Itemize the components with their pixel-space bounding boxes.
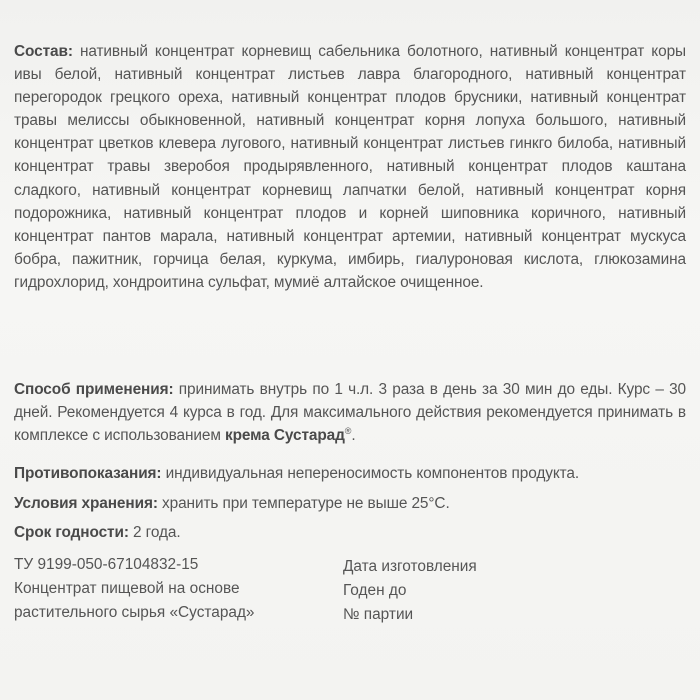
- registered-mark: ®: [344, 426, 352, 437]
- usage-end: .: [351, 427, 356, 445]
- shelf-life-label: Срок годности:: [14, 524, 129, 541]
- contraindications-text: индивидуальная непереносимость компонентов продукта.: [165, 465, 580, 482]
- product-spec-block: [14, 553, 334, 625]
- composition-label: Состав:: [14, 43, 73, 60]
- batch-info-block: [343, 555, 663, 627]
- composition-text: нативный концентрат корневищ сабельника болотного, нативный концентрат коры ивы белой, нативный концентрат листьев лавра благородного, нативный концентрат перегородок грецкого ореха, нативный концентрат плодов брусники, нативный концентрат травы мелиссы обыкновенной, нативный концентрат корня лопуха большого, нативный концентрат цветков клевера лугового, нативный концентрат листьев гинкго билоба, нативный концентрат травы зверобоя продырявленного, нативный концентрат плодов каштана сладкого, нативный концентрат корневищ лапчатки белой, нативный концентрат корня подорожника, нативный концентрат плодов и корней шиповника коричного, нативный концентрат пантов марала, нативный концентрат артемии, нативный концентрат мускуса бобра, пажитник, горчица белая, куркума, имбирь, гиалуроновая кислота, глюкозамина гидрохлорид, хондроитина сульфат, мумиё алтайское очищенное.: [14, 43, 686, 291]
- product-description-line2: растительного сырья «Сустарад»: [14, 604, 255, 621]
- storage-label: Условия хранения:: [14, 495, 158, 512]
- contraindications-paragraph: [14, 462, 686, 485]
- storage-text: хранить при температуре не выше 25°С.: [162, 495, 450, 512]
- composition-paragraph: [14, 40, 686, 294]
- tu-code: ТУ 9199-050-67104832-15: [14, 556, 199, 573]
- expiry-date-label: Годен до: [343, 582, 407, 599]
- shelf-life-paragraph: [14, 521, 686, 544]
- storage-paragraph: [14, 492, 686, 515]
- usage-cream-name: крема Сустарад: [225, 427, 345, 445]
- batch-number-label: № партии: [343, 606, 414, 623]
- shelf-life-text: 2 года.: [133, 524, 181, 541]
- usage-paragraph: [14, 378, 686, 447]
- usage-text: принимать внутрь по 1 ч.л. 3 раза в день за 30 мин до еды. Курс – 30 дней. Рекомендуется 4 курса в год. Для максимального действия рекомендуется принимать в комплексе с использованием: [14, 381, 686, 445]
- contraindications-label: Противопоказания:: [14, 465, 162, 482]
- usage-label: Способ применения:: [14, 381, 174, 398]
- manufacture-date-label: Дата изготовления: [343, 558, 477, 575]
- product-description-line1: Концентрат пищевой на основе: [14, 580, 240, 597]
